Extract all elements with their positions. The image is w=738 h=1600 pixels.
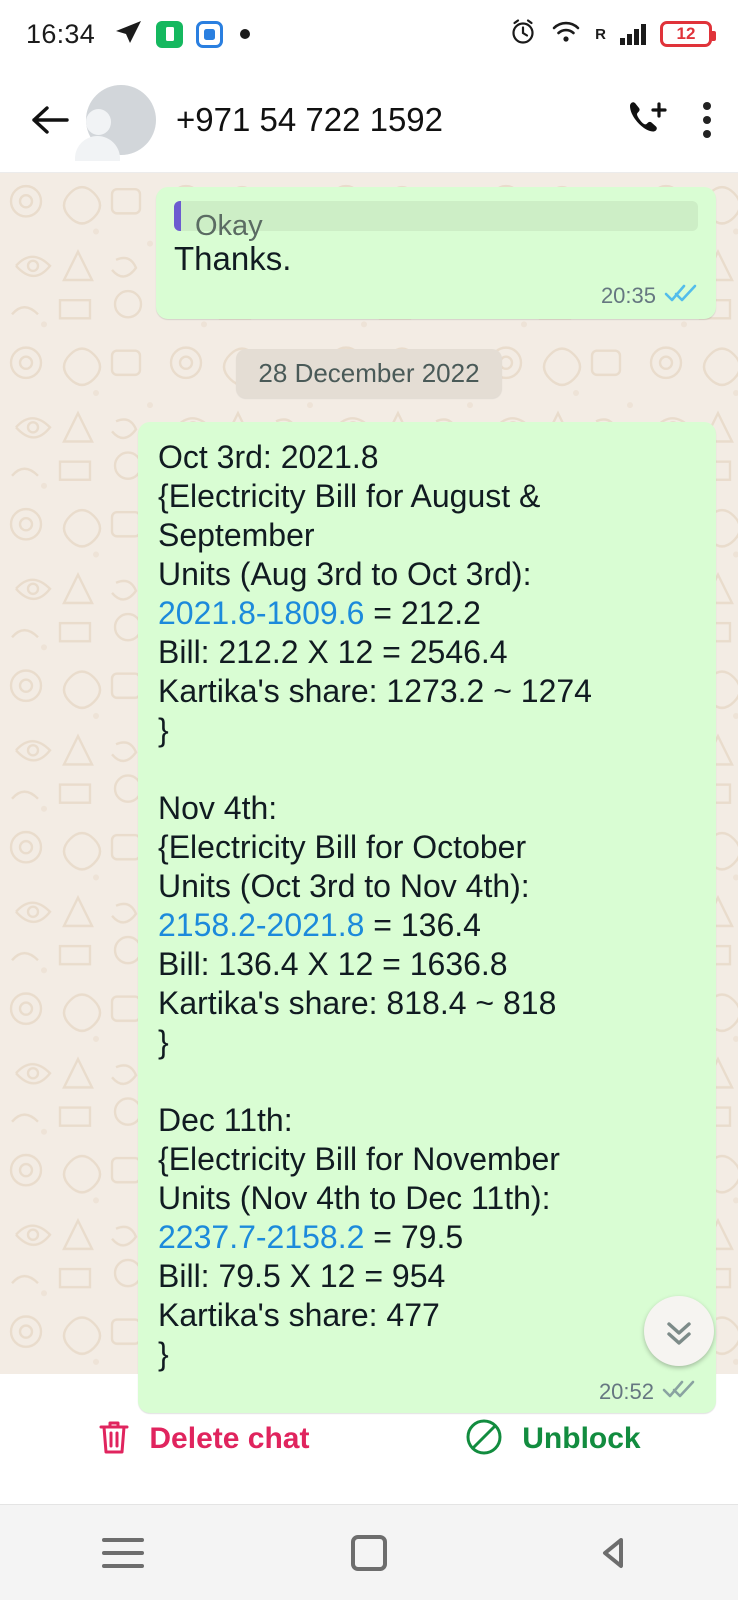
message-meta bbox=[174, 282, 698, 309]
wifi-icon bbox=[551, 20, 581, 49]
message-text: Thanks. bbox=[174, 240, 292, 277]
app-bar bbox=[0, 68, 738, 173]
overflow-menu-icon[interactable] bbox=[702, 102, 712, 138]
message-line: Kartika's share: 477 bbox=[158, 1297, 440, 1333]
roaming-label: R bbox=[595, 25, 606, 43]
scroll-to-bottom-button[interactable] bbox=[644, 1296, 714, 1366]
quoted-message[interactable] bbox=[174, 201, 698, 242]
message-line: Nov 4th: bbox=[158, 790, 278, 826]
line-remainder: = 212.2 bbox=[364, 595, 481, 631]
date-divider-label: 28 December 2022 bbox=[236, 349, 501, 398]
read-receipt-icon bbox=[664, 282, 698, 309]
message-line: Dec 11th: bbox=[158, 1102, 293, 1138]
status-bar bbox=[0, 0, 738, 68]
dot-indicator bbox=[240, 29, 250, 39]
message-line-link[interactable] bbox=[158, 906, 696, 945]
message-line-blank bbox=[158, 1062, 696, 1101]
status-time: 16:34 bbox=[26, 18, 96, 49]
delivered-receipt-icon bbox=[662, 1378, 696, 1405]
avatar[interactable] bbox=[86, 85, 156, 155]
menu-icon[interactable] bbox=[78, 1523, 168, 1583]
date-divider bbox=[22, 349, 716, 398]
link-text[interactable]: 2158.2-2021.8 bbox=[158, 907, 365, 943]
telegram-icon bbox=[115, 20, 143, 49]
message-line: Units (Nov 4th to Dec 11th): bbox=[158, 1180, 551, 1216]
message-meta bbox=[158, 1378, 696, 1405]
message-line: Oct 3rd: 2021.8 bbox=[158, 439, 379, 475]
delete-chat-button[interactable] bbox=[97, 1418, 309, 1461]
message-line: September bbox=[158, 517, 315, 553]
line-remainder: = 136.4 bbox=[364, 907, 481, 943]
message-line: Units (Aug 3rd to Oct 3rd): bbox=[158, 556, 532, 592]
message-line: Bill: 212.2 X 12 = 2546.4 bbox=[158, 634, 508, 670]
message-line: {Electricity Bill for October bbox=[158, 829, 527, 865]
message-line: {Electricity Bill for August & bbox=[158, 478, 541, 514]
message-time: 20:35 bbox=[600, 282, 656, 308]
message-line-link[interactable] bbox=[158, 594, 696, 633]
message-line: Bill: 136.4 X 12 = 1636.8 bbox=[158, 946, 508, 982]
unblock-button[interactable] bbox=[464, 1417, 640, 1462]
home-icon[interactable] bbox=[324, 1523, 414, 1583]
message-bubble-thanks[interactable] bbox=[156, 187, 716, 319]
message-body bbox=[158, 438, 696, 1374]
back-arrow-icon[interactable] bbox=[26, 96, 74, 144]
delete-chat-label: Delete chat bbox=[149, 1422, 310, 1455]
message-list[interactable] bbox=[0, 173, 738, 1404]
message-line: } bbox=[158, 1024, 169, 1060]
block-icon bbox=[464, 1417, 504, 1462]
unblock-label: Unblock bbox=[522, 1422, 641, 1455]
message-line: {Electricity Bill for November bbox=[158, 1141, 560, 1177]
quoted-message-text: Okay bbox=[195, 210, 263, 242]
link-text[interactable]: 2021.8-1809.6 bbox=[158, 595, 365, 631]
alarm-icon bbox=[509, 18, 537, 51]
message-bubble-electricity[interactable] bbox=[138, 422, 716, 1413]
message-line: } bbox=[158, 712, 169, 748]
link-text[interactable]: 2237.7-2158.2 bbox=[158, 1219, 365, 1255]
message-line: Kartika's share: 818.4 ~ 818 bbox=[158, 985, 557, 1021]
contact-name[interactable]: +971 54 722 1592 bbox=[176, 101, 444, 138]
message-line-blank bbox=[158, 750, 696, 789]
line-remainder: = 79.5 bbox=[364, 1219, 464, 1255]
battery-icon bbox=[660, 21, 712, 47]
green-app-badge bbox=[156, 21, 183, 48]
message-line: Bill: 79.5 X 12 = 954 bbox=[158, 1258, 446, 1294]
trash-icon bbox=[97, 1418, 131, 1461]
signal-icon bbox=[620, 23, 646, 45]
app-bar-actions bbox=[624, 97, 712, 144]
chat-area[interactable] bbox=[0, 173, 738, 1404]
message-line: } bbox=[158, 1336, 169, 1372]
message-line: Units (Oct 3rd to Nov 4th): bbox=[158, 868, 530, 904]
system-nav-bar bbox=[0, 1504, 738, 1600]
message-line: Kartika's share: 1273.2 ~ 1274 bbox=[158, 673, 592, 709]
status-right-icons bbox=[509, 18, 712, 51]
message-time: 20:52 bbox=[598, 1378, 654, 1404]
back-icon[interactable] bbox=[570, 1523, 660, 1583]
add-call-icon[interactable] bbox=[624, 97, 668, 144]
battery-level: 12 bbox=[676, 24, 696, 43]
status-left-icons bbox=[115, 20, 250, 49]
message-line-link[interactable] bbox=[158, 1218, 696, 1257]
blue-app-badge bbox=[196, 21, 223, 48]
